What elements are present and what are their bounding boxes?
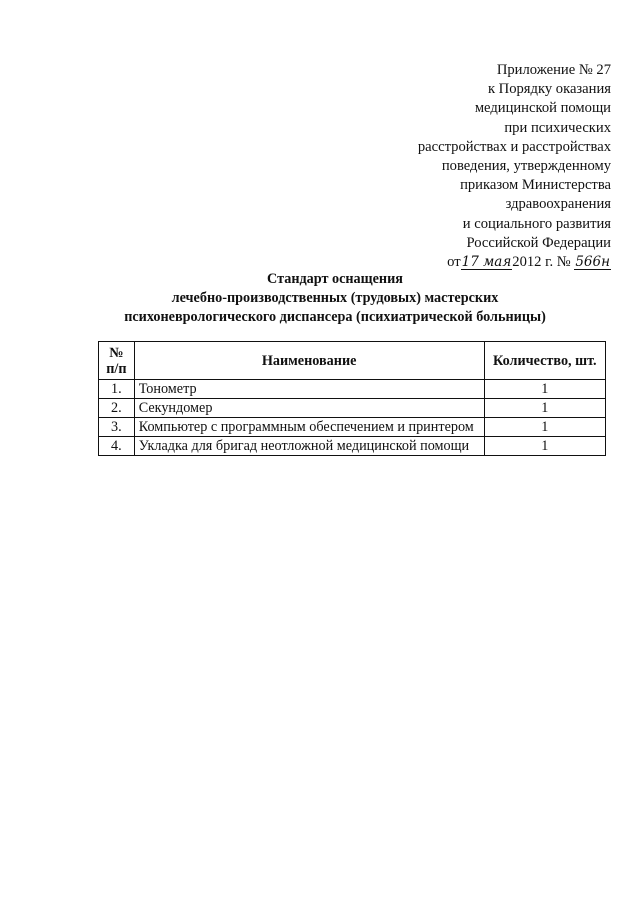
title-line: Стандарт оснащения [267,271,403,287]
table-row [99,399,606,418]
document-title [95,270,575,327]
header-name: Наименование [134,342,484,380]
table-header-row [99,342,606,380]
handwritten-date: 17 мая [461,254,512,271]
row-qty: 1 [484,399,605,418]
table-row [99,380,606,399]
appendix-line: Российской Федерации [466,234,611,251]
appendix-line: к Порядку оказания [487,81,611,98]
appendix-line: и социального развития [462,215,611,232]
appendix-line: расстройствах и расстройствах [417,138,611,155]
table-row [99,418,606,437]
row-num: 4. [99,437,135,456]
row-num: 1. [99,380,135,399]
row-num: 2. [99,399,135,418]
appendix-line: медицинской помощи [474,100,611,117]
appendix-line: при психических [504,119,611,136]
row-qty: 1 [484,437,605,456]
appendix-line: Приложение № 27 [496,62,611,78]
appendix-line: приказом Министерства [460,177,611,194]
row-qty: 1 [484,380,605,399]
row-qty: 1 [484,418,605,437]
equipment-table [98,341,606,456]
row-name: Компьютер с программным обеспечением и принтером [134,418,484,437]
row-name: Укладка для бригад неотложной медицинской помощи [134,437,484,456]
row-name: Секундомер [134,399,484,418]
row-num: 3. [99,418,135,437]
table-row [99,437,606,456]
title-line: лечебно-производственных (трудовых) мастерских [171,290,499,306]
appendix-header [311,61,611,272]
row-name: Тонометр [134,380,484,399]
header-num: № п/п [99,342,135,380]
date-prefix: от [447,254,461,271]
title-line: психоневрологического диспансера (психиатрической больницы) [124,309,546,325]
appendix-line: поведения, утвержденному [441,158,611,175]
header-qty: Количество, шт. [484,342,605,380]
handwritten-order-number: 566н [575,254,610,271]
appendix-line: здравоохранения [505,196,611,213]
date-year: 2012 г. № [512,254,571,271]
